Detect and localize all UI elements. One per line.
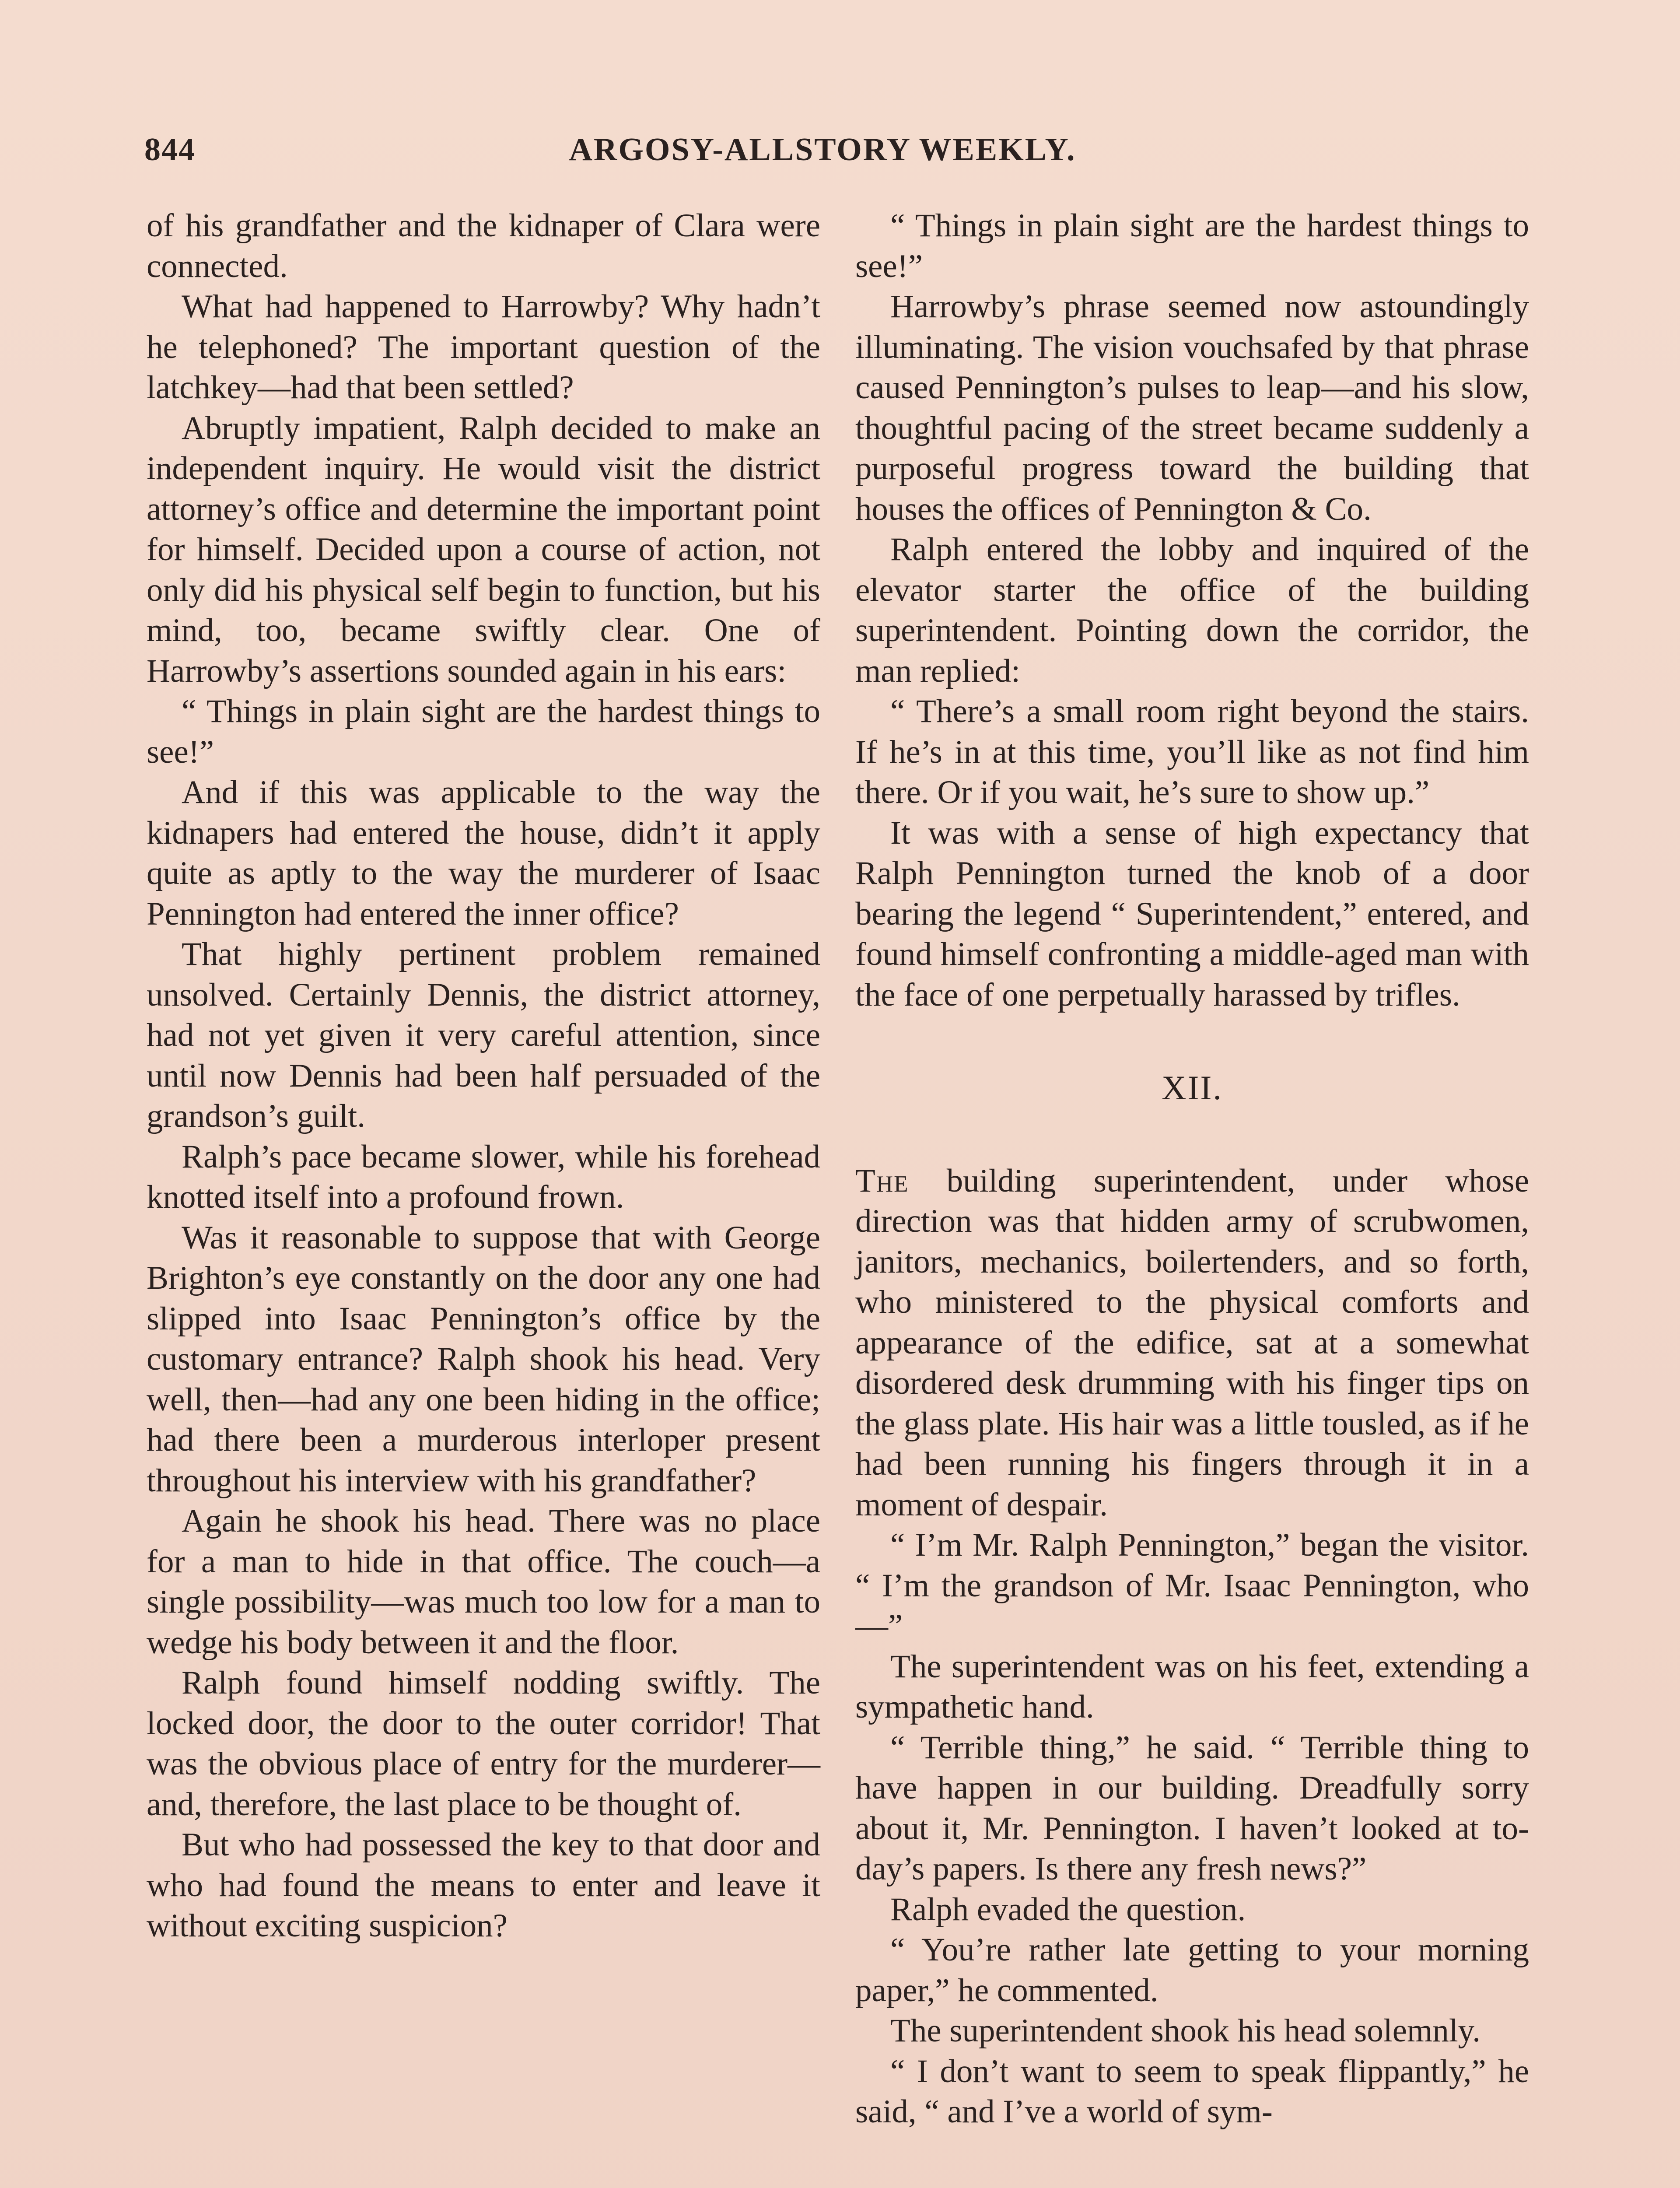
paragraph: Was it reasonable to suppose that with George Brighton’s eye constantly on the door any one had slipped into Isaac Pennington’s office by the customary entrance? Ralph shook his head. Very well, then—had any one been hiding in the office; had there been a murderous interloper present throughout his interview with his grandfather? bbox=[147, 1219, 820, 1499]
paragraph: Abruptly impatient, Ralph decided to make an independent inquiry. He would visit the district attorney’s office and determine the important point for himself. Decided upon a course of action, not only did his physical self begin to function, but his mind, too, became swiftly clear. One of Harrowby’s assertions sounded again in his ears: bbox=[147, 410, 820, 689]
paragraph: “ Terrible thing,” he said. “ Terrible thing to have happen in our building. Dreadfully sorry about it, Mr. Pennington. I haven’t looked at to-day’s papers. Is there any fresh news?” bbox=[855, 1729, 1529, 1887]
running-title: ARGOSY-ALLSTORY WEEKLY. bbox=[569, 132, 1076, 168]
left-column bbox=[147, 206, 820, 1946]
paragraph: of his grandfather and the kidnaper of Clara were connected. bbox=[147, 207, 820, 284]
paragraph: And if this was applicable to the way the kidnapers had entered the house, didn’t it apply quite as aptly to the way the murderer of Isaac Pennington had entered the inner office? bbox=[147, 774, 820, 932]
paragraph: Ralph evaded the question. bbox=[890, 1891, 1246, 1928]
paragraph: “ Things in plain sight are the hardest things to see!” bbox=[855, 207, 1529, 284]
paragraph: That highly pertinent problem remained unsolved. Certainly Dennis, the district attorney, had not yet given it very careful attention, since until now Dennis had been half persuaded of the grandson’s guilt. bbox=[147, 936, 820, 1134]
chapter-heading: XII. bbox=[1162, 1069, 1223, 1107]
paragraph: What had happened to Harrowby? Why hadn’t he telephoned? The important question of the latchkey—had that been settled? bbox=[147, 288, 820, 406]
paragraph: “ I don’t want to seem to speak flippantly,” he said, “ and I’ve a world of sym- bbox=[855, 2053, 1529, 2130]
paragraph: Ralph entered the lobby and inquired of the elevator starter the office of the building superintendent. Pointing down the corridor, the man replied: bbox=[855, 531, 1529, 689]
paragraph: Ralph’s pace became slower, while his forehead knotted itself into a profound frown. bbox=[147, 1138, 820, 1215]
paragraph: But who had possessed the key to that door and who had found the means to enter and leave it without exciting suspicion? bbox=[147, 1827, 820, 1944]
paragraph: The superintendent shook his head solemnly. bbox=[890, 2013, 1481, 2049]
chapter-opening-paragraph bbox=[855, 1161, 1529, 1525]
paragraph: Harrowby’s phrase seemed now astoundingly illuminating. The vision vouchsafed by that phrase caused Pennington’s pulses to leap—and his slow, thoughtful pacing of the street became suddenly a purposeful progress toward the building that houses the offices of Pennington & Co. bbox=[855, 288, 1529, 527]
right-column bbox=[855, 206, 1529, 2132]
paragraph: “ I’m Mr. Ralph Pennington,” began the visitor. “ I’m the grandson of Mr. Isaac Pennington, who—” bbox=[855, 1527, 1529, 1644]
paragraph: “ You’re rather late getting to your morning paper,” he commented. bbox=[855, 1932, 1529, 2009]
paragraph: It was with a sense of high expectancy that Ralph Pennington turned the knob of a door bearing the legend “ Superintendent,” entered, and found himself confronting a middle-aged man with the face of one perpetually harassed by trifles. bbox=[855, 814, 1529, 1013]
page-number: 844 bbox=[144, 132, 196, 168]
paragraph: “ There’s a small room right beyond the stairs. If he’s in at this time, you’ll like as not find him there. Or if you wait, he’s sure to show up.” bbox=[855, 693, 1529, 810]
page-header bbox=[144, 131, 1540, 184]
paragraph: The superintendent was on his feet, extending a sympathetic hand. bbox=[855, 1648, 1529, 1725]
paragraph: “ Things in plain sight are the hardest things to see!” bbox=[147, 693, 820, 770]
chapter-opening-text: building superintendent, under whose direction was that hidden army of scrubwomen, janitors, mechanics, boilertenders, and so forth, who ministered to the physical comforts and appearance of the edifice, sat at a somewhat disordered desk drumming with his finger tips on the glass plate. His hair was a little tousled, as if he had been running his fingers through it in a moment of despair. bbox=[855, 1162, 1529, 1523]
drop-word: The bbox=[855, 1162, 909, 1199]
paragraph: Again he shook his head. There was no place for a man to hide in that office. The couch—a single possibility—was much too low for a man to wedge his body between it and the floor. bbox=[147, 1503, 820, 1661]
paragraph: Ralph found himself nodding swiftly. The locked door, the door to the outer corridor! That was the obvious place of entry for the murderer—and, therefore, the last place to be thought of. bbox=[147, 1665, 820, 1823]
